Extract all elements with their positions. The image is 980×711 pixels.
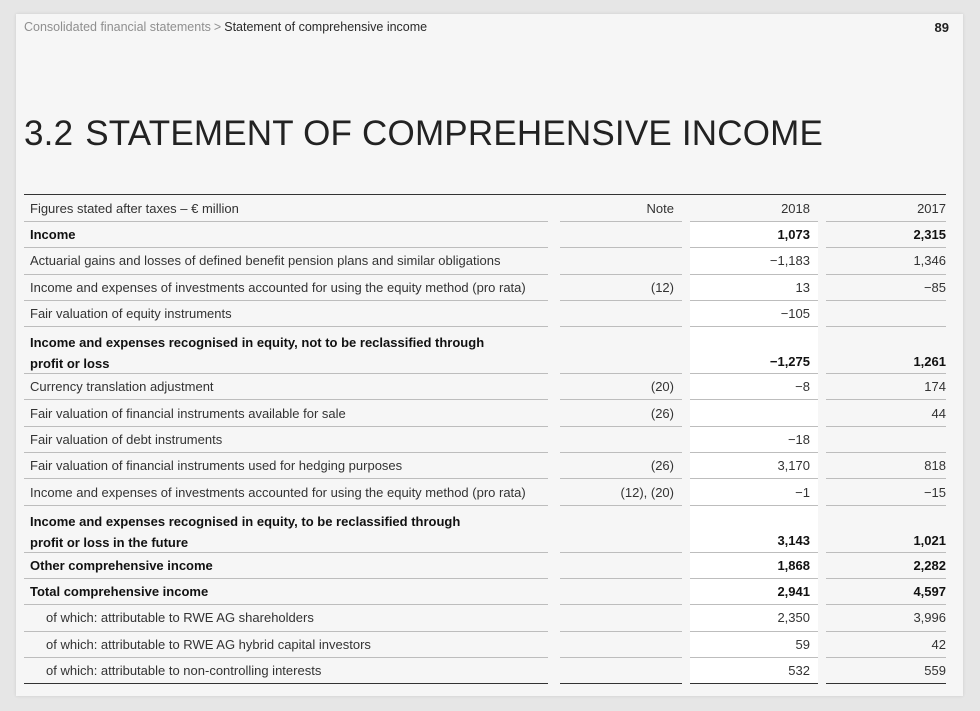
row-label: of which: attributable to RWE AG shareholders [24, 605, 548, 631]
row-label: Currency translation adjustment [24, 374, 548, 400]
row-value-2018: 3,170 [690, 453, 818, 479]
row-value-2018: 13 [690, 275, 818, 301]
row-value-2017: 3,996 [826, 605, 946, 631]
table-row [24, 605, 946, 631]
row-note [560, 427, 682, 453]
breadcrumb [24, 20, 427, 34]
row-label: Income [24, 222, 548, 248]
row-value-2018: 2,941 [690, 579, 818, 605]
row-value-2017 [826, 427, 946, 453]
table-row [24, 374, 946, 400]
row-label: Total comprehensive income [24, 579, 548, 605]
row-label: of which: attributable to non-controlling interests [24, 658, 548, 684]
page-number: 89 [934, 20, 949, 35]
row-value-2017: 174 [826, 374, 946, 400]
table-row [24, 579, 946, 605]
row-value-2018: 3,143 [690, 506, 818, 553]
row-value-2018: −8 [690, 374, 818, 400]
row-value-2017 [826, 301, 946, 327]
row-label-line: profit or loss in the future [30, 534, 189, 550]
row-label: Other comprehensive income [24, 553, 548, 579]
row-label: Fair valuation of equity instruments [24, 301, 548, 327]
row-label: Fair valuation of debt instruments [24, 427, 548, 453]
column-header-label: Figures stated after taxes – € million [24, 195, 548, 222]
table-row [24, 301, 946, 327]
row-value-2017: 559 [826, 658, 946, 684]
breadcrumb-separator: > [213, 20, 222, 34]
section-title: STATEMENT OF COMPREHENSIVE INCOME [85, 114, 824, 153]
column-header-2018: 2018 [690, 195, 818, 222]
row-note: (12) [560, 275, 682, 301]
table-row [24, 658, 946, 684]
table-row [24, 327, 946, 374]
row-label [24, 327, 548, 374]
document-page [16, 14, 963, 696]
table-row [24, 275, 946, 301]
table-row [24, 400, 946, 426]
row-value-2017: 1,346 [826, 248, 946, 274]
row-value-2018: 2,350 [690, 605, 818, 631]
row-label-line: Income and expenses recognised in equity, not to be reclassified through [30, 335, 485, 351]
row-value-2018 [690, 400, 818, 426]
row-value-2018: −1 [690, 479, 818, 505]
row-note [560, 658, 682, 684]
comprehensive-income-table [24, 194, 946, 684]
row-value-2018: 1,073 [690, 222, 818, 248]
row-note: (12), (20) [560, 479, 682, 505]
column-header-note: Note [560, 195, 682, 222]
page-title [24, 114, 823, 154]
row-value-2018: −18 [690, 427, 818, 453]
breadcrumb-current: Statement of comprehensive income [224, 20, 428, 34]
row-note: (26) [560, 453, 682, 479]
row-value-2017: 2,282 [826, 553, 946, 579]
row-label-line: Income and expenses recognised in equity, to be reclassified through [30, 513, 461, 529]
column-header-2017: 2017 [826, 195, 946, 222]
row-label: Fair valuation of financial instruments used for hedging purposes [24, 453, 548, 479]
breadcrumb-parent-link[interactable]: Consolidated financial statements [24, 20, 211, 34]
table-row [24, 248, 946, 274]
row-value-2017: 42 [826, 632, 946, 658]
row-value-2017: 4,597 [826, 579, 946, 605]
row-note [560, 506, 682, 553]
row-note: (26) [560, 400, 682, 426]
table-row [24, 453, 946, 479]
row-note [560, 222, 682, 248]
table-row [24, 632, 946, 658]
row-label: of which: attributable to RWE AG hybrid capital investors [24, 632, 548, 658]
row-value-2018: −1,183 [690, 248, 818, 274]
row-value-2017: 1,261 [826, 327, 946, 374]
row-note: (20) [560, 374, 682, 400]
row-value-2018: −105 [690, 301, 818, 327]
table-row [24, 427, 946, 453]
row-value-2018: 1,868 [690, 553, 818, 579]
row-value-2017: −15 [826, 479, 946, 505]
row-label: Fair valuation of financial instruments available for sale [24, 400, 548, 426]
row-label: Actuarial gains and losses of defined benefit pension plans and similar obligations [24, 248, 548, 274]
table-row [24, 506, 946, 553]
row-note [560, 248, 682, 274]
table-row [24, 222, 946, 248]
row-value-2018: 59 [690, 632, 818, 658]
row-value-2018: 532 [690, 658, 818, 684]
table-header-row [24, 195, 946, 222]
row-note [560, 327, 682, 374]
row-label: Income and expenses of investments accounted for using the equity method (pro rata) [24, 479, 548, 505]
row-value-2017: −85 [826, 275, 946, 301]
row-note [560, 632, 682, 658]
row-value-2017: 44 [826, 400, 946, 426]
row-note [560, 605, 682, 631]
row-note [560, 301, 682, 327]
row-label [24, 506, 548, 553]
row-label: Income and expenses of investments accounted for using the equity method (pro rata) [24, 275, 548, 301]
row-note [560, 553, 682, 579]
row-value-2017: 2,315 [826, 222, 946, 248]
row-note [560, 579, 682, 605]
section-number: 3.2 [24, 114, 74, 153]
row-value-2018: −1,275 [690, 327, 818, 374]
table-row [24, 479, 946, 505]
table-row [24, 553, 946, 579]
row-value-2017: 1,021 [826, 506, 946, 553]
row-label-line: profit or loss [30, 356, 110, 372]
row-value-2017: 818 [826, 453, 946, 479]
